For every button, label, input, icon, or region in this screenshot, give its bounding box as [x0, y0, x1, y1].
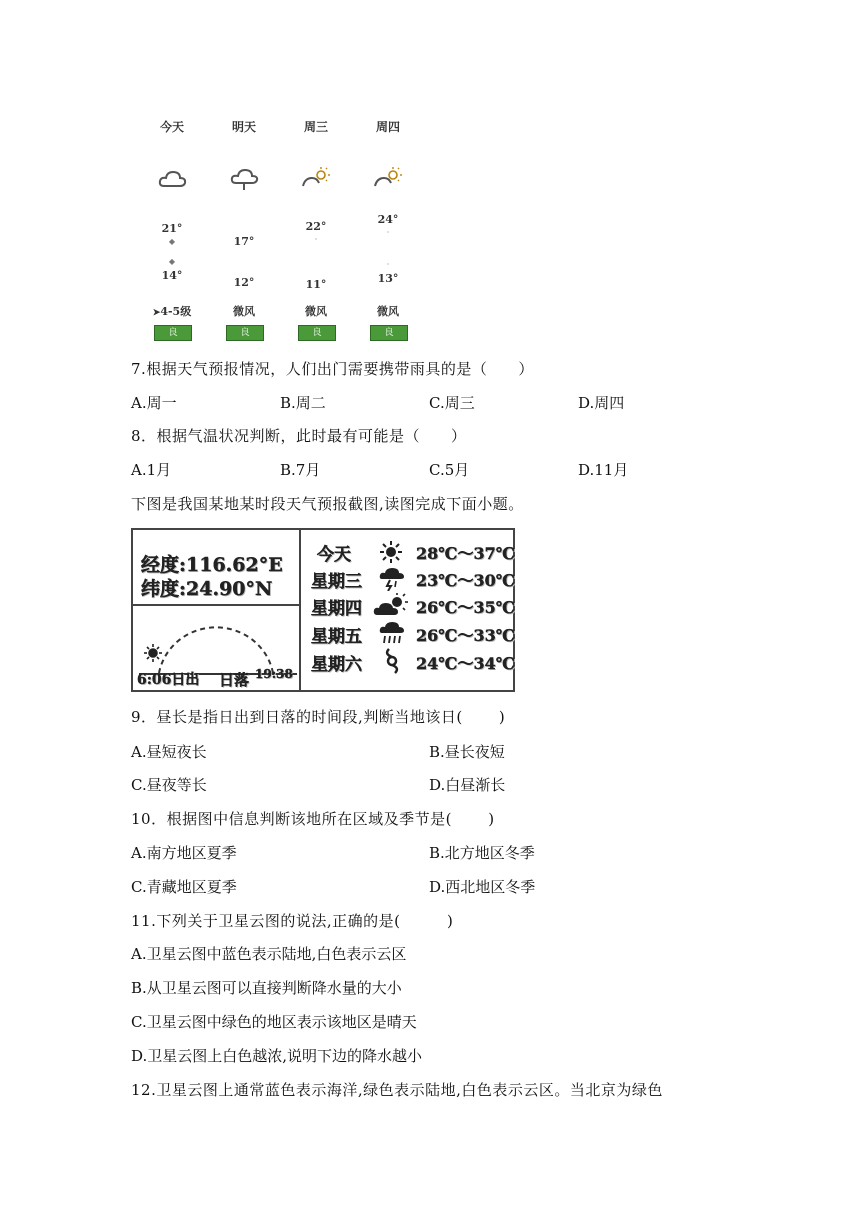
- q8-option-a: A.1月: [131, 461, 172, 479]
- row-day: 星期六: [311, 655, 362, 675]
- row-day: 星期五: [311, 627, 362, 647]
- q9-option-a: A.昼短夜长: [131, 743, 207, 761]
- q10-option-c: C.青藏地区夏季: [131, 878, 237, 896]
- q7-option-d: D.周四: [578, 394, 625, 412]
- divider: [133, 604, 299, 606]
- forecast-day-thu: [358, 118, 418, 135]
- day-label: 今天: [159, 120, 184, 134]
- forecast-day-wed: [286, 118, 346, 135]
- forecast-day-today: [142, 118, 202, 135]
- high-temp: 24°: [377, 213, 399, 226]
- wind-text: 4-5级: [160, 305, 192, 318]
- q7-option-a: A.周一: [131, 394, 177, 412]
- q9-option-b: B.昼长夜短: [429, 743, 505, 761]
- q9-option-d: D.白昼渐长: [429, 776, 506, 794]
- row-day: 星期四: [311, 599, 362, 619]
- aqi-badge: 良: [298, 325, 336, 341]
- temp-dot: ·: [386, 260, 390, 269]
- temp-range: 23℃～30℃: [416, 571, 515, 590]
- q10-option-b: B.北方地区冬季: [429, 844, 535, 862]
- q11-option-a: A.卫星云图中蓝色表示陆地,白色表示云区: [131, 945, 407, 963]
- high-temp: 17°: [233, 235, 255, 248]
- latitude: 纬度:24.90°N: [141, 578, 273, 600]
- q11-option-c: C.卫星云图中绿色的地区表示该地区是晴天: [131, 1013, 417, 1031]
- forecast-screenshot: [131, 528, 515, 692]
- q7-option-b: B.周二: [280, 394, 326, 412]
- day-label: 周四: [375, 120, 400, 134]
- low-temp: 11°: [305, 278, 327, 291]
- question-8-stem: 8．根据气温状况判断，此时最有可能是（ ）: [131, 427, 467, 445]
- thunderstorm-icon: [378, 567, 406, 591]
- question-12-stem: 12.卫星云图上通常蓝色表示海洋,绿色表示陆地,白色表示云区。当北京为绿色: [131, 1081, 663, 1099]
- low-temp: 14°: [161, 269, 183, 282]
- divider: [299, 530, 301, 690]
- rain-cloud-icon: [230, 168, 260, 192]
- q11-option-b: B.从卫星云图可以直接判断降水量的大小: [131, 979, 402, 997]
- temp-range: 28℃～37℃: [416, 544, 515, 563]
- sunset-word: 日落: [219, 671, 250, 689]
- high-temp: 21°: [161, 222, 183, 235]
- question-7-stem: 7.根据天气预报情况，人们出门需要携带雨具的是（ ）: [131, 360, 534, 378]
- partly-sunny-icon: [301, 166, 333, 192]
- temp-dot: ◆: [168, 257, 176, 266]
- high-temp: 22°: [305, 220, 327, 233]
- q7-option-c: C.周三: [429, 394, 475, 412]
- sun-icon: [144, 644, 162, 662]
- question-9-stem: 9．昼长是指日出到日落的时间段,判断当地该日( ): [131, 708, 506, 726]
- cloud-sun-icon: [373, 593, 409, 617]
- low-temp: 12°: [233, 276, 255, 289]
- forecast-day-tomorrow: [214, 118, 274, 135]
- temp-range: 24℃～34℃: [416, 654, 515, 673]
- q8-option-c: C.5月: [429, 461, 470, 479]
- row-day: 星期三: [311, 572, 362, 592]
- day-label: 明天: [231, 120, 256, 134]
- temp-range: 26℃～35℃: [416, 598, 515, 617]
- q9-option-c: C.昼夜等长: [131, 776, 207, 794]
- wind-icon: ➤: [152, 308, 161, 318]
- temp-dot: ◆: [168, 237, 176, 246]
- wind-label: 微风: [305, 305, 327, 318]
- heavy-rain-icon: [378, 621, 406, 645]
- typhoon-icon: [381, 648, 403, 674]
- q11-option-d: D.卫星云图上白色越浓,说明下边的降水越小: [131, 1047, 423, 1065]
- temp-dot: ·: [314, 235, 318, 244]
- q10-option-a: A.南方地区夏季: [131, 844, 237, 862]
- wind-label: 微风: [377, 305, 399, 318]
- sunrise: 6:06日出: [137, 672, 200, 688]
- aqi-badge: 良: [154, 325, 192, 341]
- sunset-time: 19:38: [255, 667, 293, 681]
- figure-intro: 下图是我国某地某时段天气预报截图,读图完成下面小题。: [131, 495, 524, 513]
- low-temp: 13°: [377, 272, 399, 285]
- question-10-stem: 10．根据图中信息判断该地所在区域及季节是( ): [131, 810, 495, 828]
- row-day: 今天: [317, 545, 351, 565]
- temp-range: 26℃～33℃: [416, 626, 515, 645]
- temp-dot: ·: [386, 228, 390, 237]
- longitude: 经度:116.62°E: [141, 554, 283, 576]
- day-label: 周三: [303, 120, 328, 134]
- cloudy-icon: [158, 168, 188, 190]
- question-11-stem: 11.下列关于卫星云图的说法,正确的是( ): [131, 912, 454, 930]
- aqi-badge: 良: [226, 325, 264, 341]
- q10-option-d: D.西北地区冬季: [429, 878, 536, 896]
- q8-option-b: B.7月: [280, 461, 321, 479]
- partly-sunny-icon: [373, 166, 405, 192]
- wind-label: 微风: [233, 305, 255, 318]
- q8-option-d: D.11月: [578, 461, 629, 479]
- sun-icon: [378, 540, 404, 564]
- aqi-badge: 良: [370, 325, 408, 341]
- wind-label: [142, 303, 202, 319]
